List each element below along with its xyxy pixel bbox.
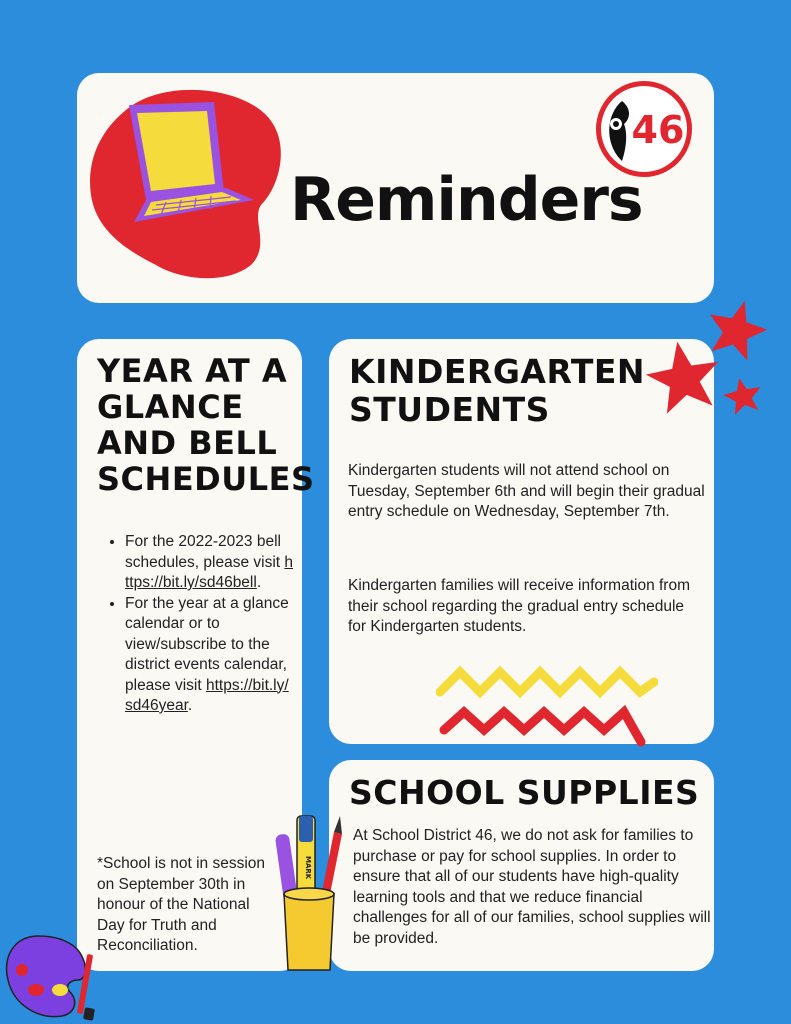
district-logo-icon [594, 79, 694, 179]
bell-schedule-link[interactable]: https://bit.ly/sd46bell [125, 553, 294, 591]
supplies-card [329, 760, 714, 971]
laptop-icon [86, 80, 291, 285]
logo-text: 46 [631, 108, 685, 152]
page-title: Reminders [290, 165, 643, 235]
punctuation: . [187, 697, 193, 714]
list-item [125, 532, 293, 594]
list-item-text: For the year at a glance calendar or to view/subscribe to the district events calendar, please visit [125, 594, 289, 694]
punctuation: . [256, 574, 262, 591]
year-calendar-link[interactable]: https://bit.ly/sd46year [125, 676, 289, 714]
star-icon [625, 298, 785, 430]
kindergarten-paragraph-2: Kindergarten families will receive information from their school regarding the gradual entry schedule for Kindergarten students. [348, 577, 690, 635]
section-heading-year-at-a-glance: YEAR AT A GLANCE AND BELL SCHEDULES [97, 352, 315, 498]
list-item-text: For the 2022-2023 bell schedules, please visit [125, 533, 285, 571]
section-heading-school-supplies: SCHOOL SUPPLIES [349, 773, 700, 812]
supplies-paragraph: At School District 46, we do not ask for families to purchase or pay for school supplies. In order to ensure that all of our students have high-quality learning tools and that we reduce financial challenges for all of our families, school supplies will be provided. [353, 827, 711, 947]
schedule-link-list [103, 532, 293, 717]
pencil-cup-icon [272, 812, 352, 976]
marker-label: MARK [304, 856, 312, 880]
paint-palette-icon [0, 930, 108, 1024]
zigzag-decoration [436, 660, 658, 756]
kindergarten-paragraph-1: Kindergarten students will not attend school on Tuesday, September 6th and will begin their gradual entry schedule on Wednesday, September 7th. [348, 462, 705, 520]
list-item [125, 594, 293, 717]
section-heading-kindergarten: KINDERGARTEN STUDENTS [349, 352, 646, 429]
reconciliation-note: *School is not in session on September 30th in honour of the National Day for Truth and Reconciliation. [97, 855, 266, 954]
